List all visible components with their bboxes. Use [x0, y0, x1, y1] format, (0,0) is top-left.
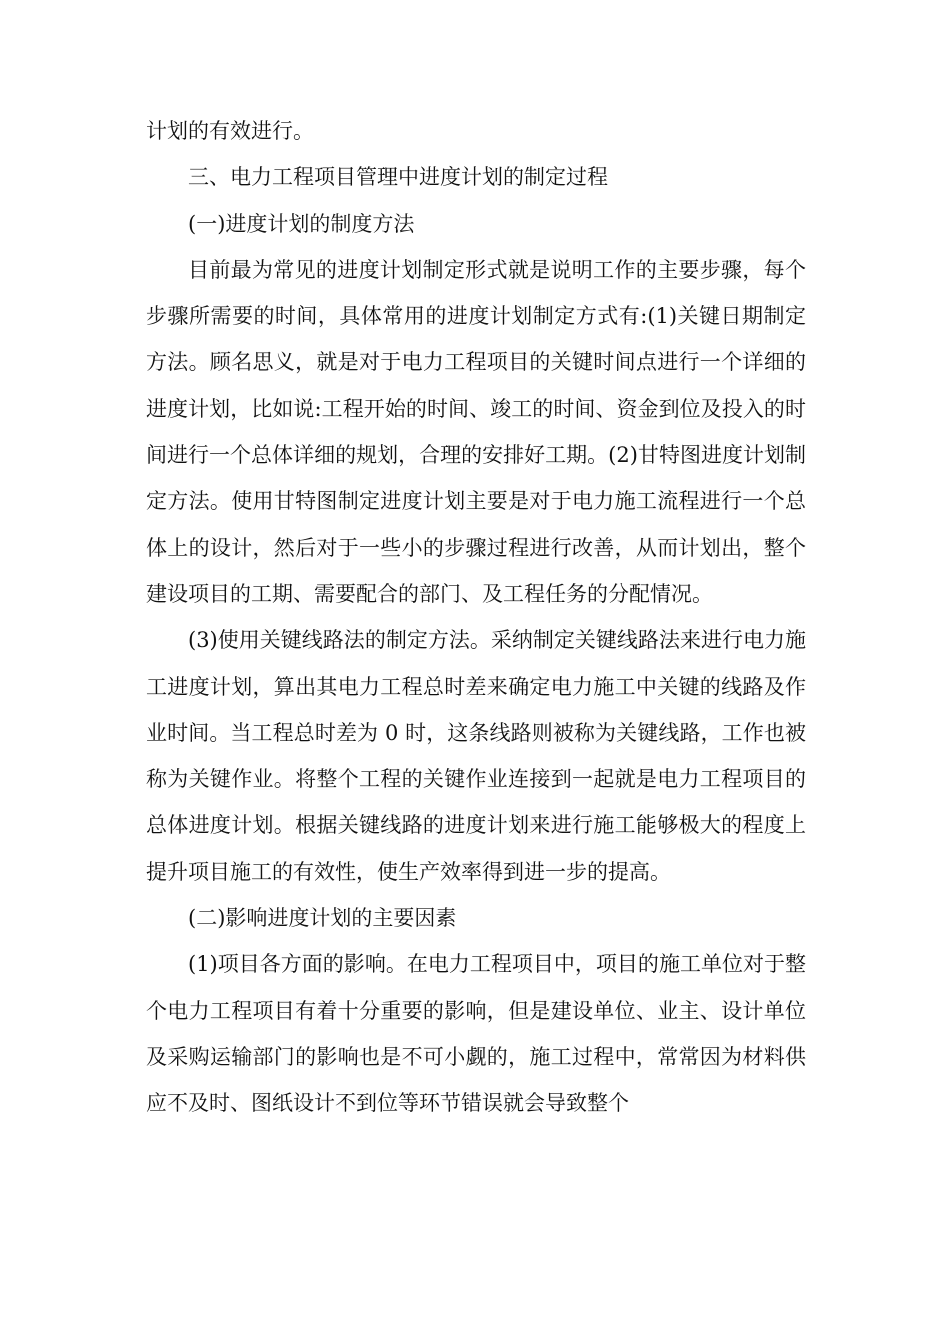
paragraph-methods: 目前最为常见的进度计划制定形式就是说明工作的主要步骤，每个步骤所需要的时间，具体常用的进度计划制定方式有:(1)关键日期制定方法。顾名思义，就是对于电力工程项目的关键时间点进行一个详细的进度计划，比如说:工程开始的时间、竣工的时间、资金到位及投入的时间进行一个总体详细的规划，合理的安排好工期。(2)甘特图进度计划制定方法。使用甘特图制定进度计划主要是对于电力施工流程进行一个总体上的设计，然后对于一些小的步骤过程进行改善，从而计划出，整个建设项目的工期、需要配合的部门、及工程任务的分配情况。 — [146, 257, 806, 606]
document-body — [146, 108, 806, 1127]
subsection-heading-1: (一)进度计划的制度方法 — [188, 211, 415, 236]
paragraph-critical-path: (3)使用关键线路法的制定方法。采纳制定关键线路法来进行电力施工进度计划，算出其电力工程总时差来确定电力施工中关键的线路及作业时间。当工程总时差为 0 时，这条线路则被称为关键线路，工作也被称为关键作业。将整个工程的关键作业连接到一起就是电力工程项目的总体进度计划。根据关键线路的进度计划来进行施工能够极大的程度上提升项目施工的有效性，使生产效率得到进一步的提高。 — [146, 628, 806, 884]
subsection-heading-2: (二)影响进度计划的主要因素 — [188, 906, 457, 931]
section-heading-3: 三、电力工程项目管理中进度计划的制定过程 — [188, 165, 608, 190]
paragraph-1: 计划的有效进行。 — [146, 119, 314, 143]
paragraph-factors: (1)项目各方面的影响。在电力工程项目中，项目的施工单位对于整个电力工程项目有着十分重要的影响，但是建设单位、业主、设计单位及采购运输部门的影响也是不可小觑的，施工过程中，常常因为材料供应不及时、图纸设计不到位等环节错误就会导致整个 — [146, 952, 806, 1116]
